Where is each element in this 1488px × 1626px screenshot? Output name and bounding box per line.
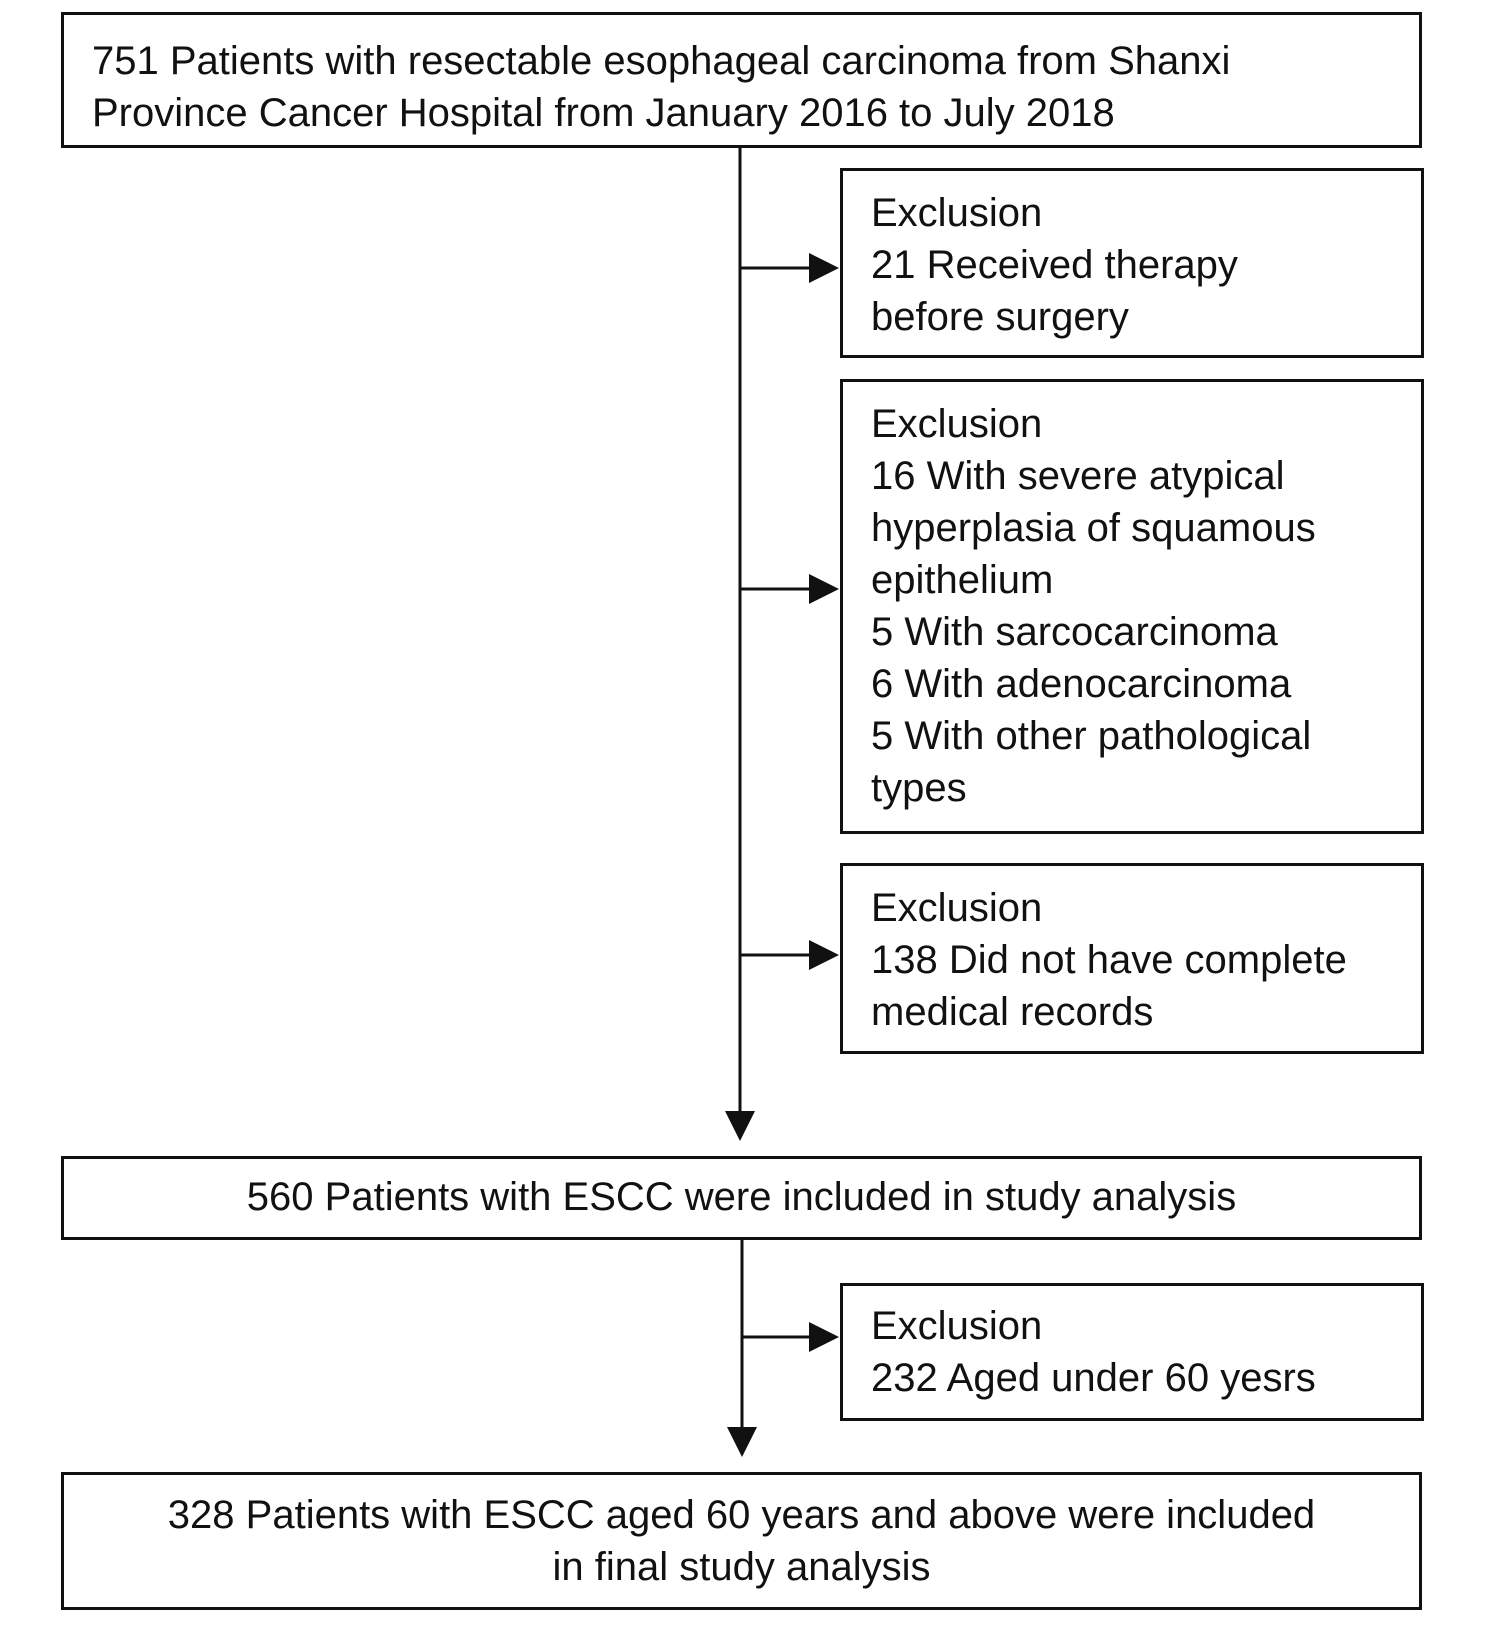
start-population-box [61, 12, 1422, 148]
box-text-line: 5 With other pathological [871, 714, 1312, 758]
exclusion-heading: Exclusion [871, 191, 1043, 235]
exclusion-box-prior-therapy [840, 168, 1424, 358]
box-text-line: before surgery [871, 295, 1129, 339]
box-text-line: 232 Aged under 60 yesrs [871, 1356, 1316, 1400]
box-text-line: 21 Received therapy [871, 243, 1238, 287]
box-text-line: 5 With sarcocarcinoma [871, 610, 1278, 654]
box-text-line: Province Cancer Hospital from January 2016 to July 2018 [92, 91, 1115, 135]
box-text-line: 328 Patients with ESCC aged 60 years and above were included [167, 1493, 1316, 1537]
box-text-line: epithelium [871, 558, 1054, 602]
exclusion-box-age [840, 1283, 1424, 1421]
exclusion-box-incomplete-records [840, 863, 1424, 1054]
box-text-line: medical records [871, 990, 1154, 1034]
exclusion-heading: Exclusion [871, 886, 1043, 930]
final-population-box [61, 1472, 1422, 1610]
exclusion-heading: Exclusion [871, 1304, 1043, 1348]
box-text-line: 16 With severe atypical [871, 454, 1285, 498]
box-text-line: 560 Patients with ESCC were included in study analysis [246, 1175, 1237, 1219]
exclusion-box-pathology [840, 379, 1424, 834]
box-text-line: in final study analysis [552, 1545, 931, 1589]
box-text-line: 751 Patients with resectable esophageal carcinoma from Shanxi [92, 39, 1231, 83]
box-text-line: types [871, 766, 967, 810]
box-text-line: 6 With adenocarcinoma [871, 662, 1292, 706]
box-text-line: 138 Did not have complete [871, 938, 1347, 982]
included-population-box [61, 1156, 1422, 1240]
exclusion-heading: Exclusion [871, 402, 1043, 446]
box-text-line: hyperplasia of squamous [871, 506, 1316, 550]
